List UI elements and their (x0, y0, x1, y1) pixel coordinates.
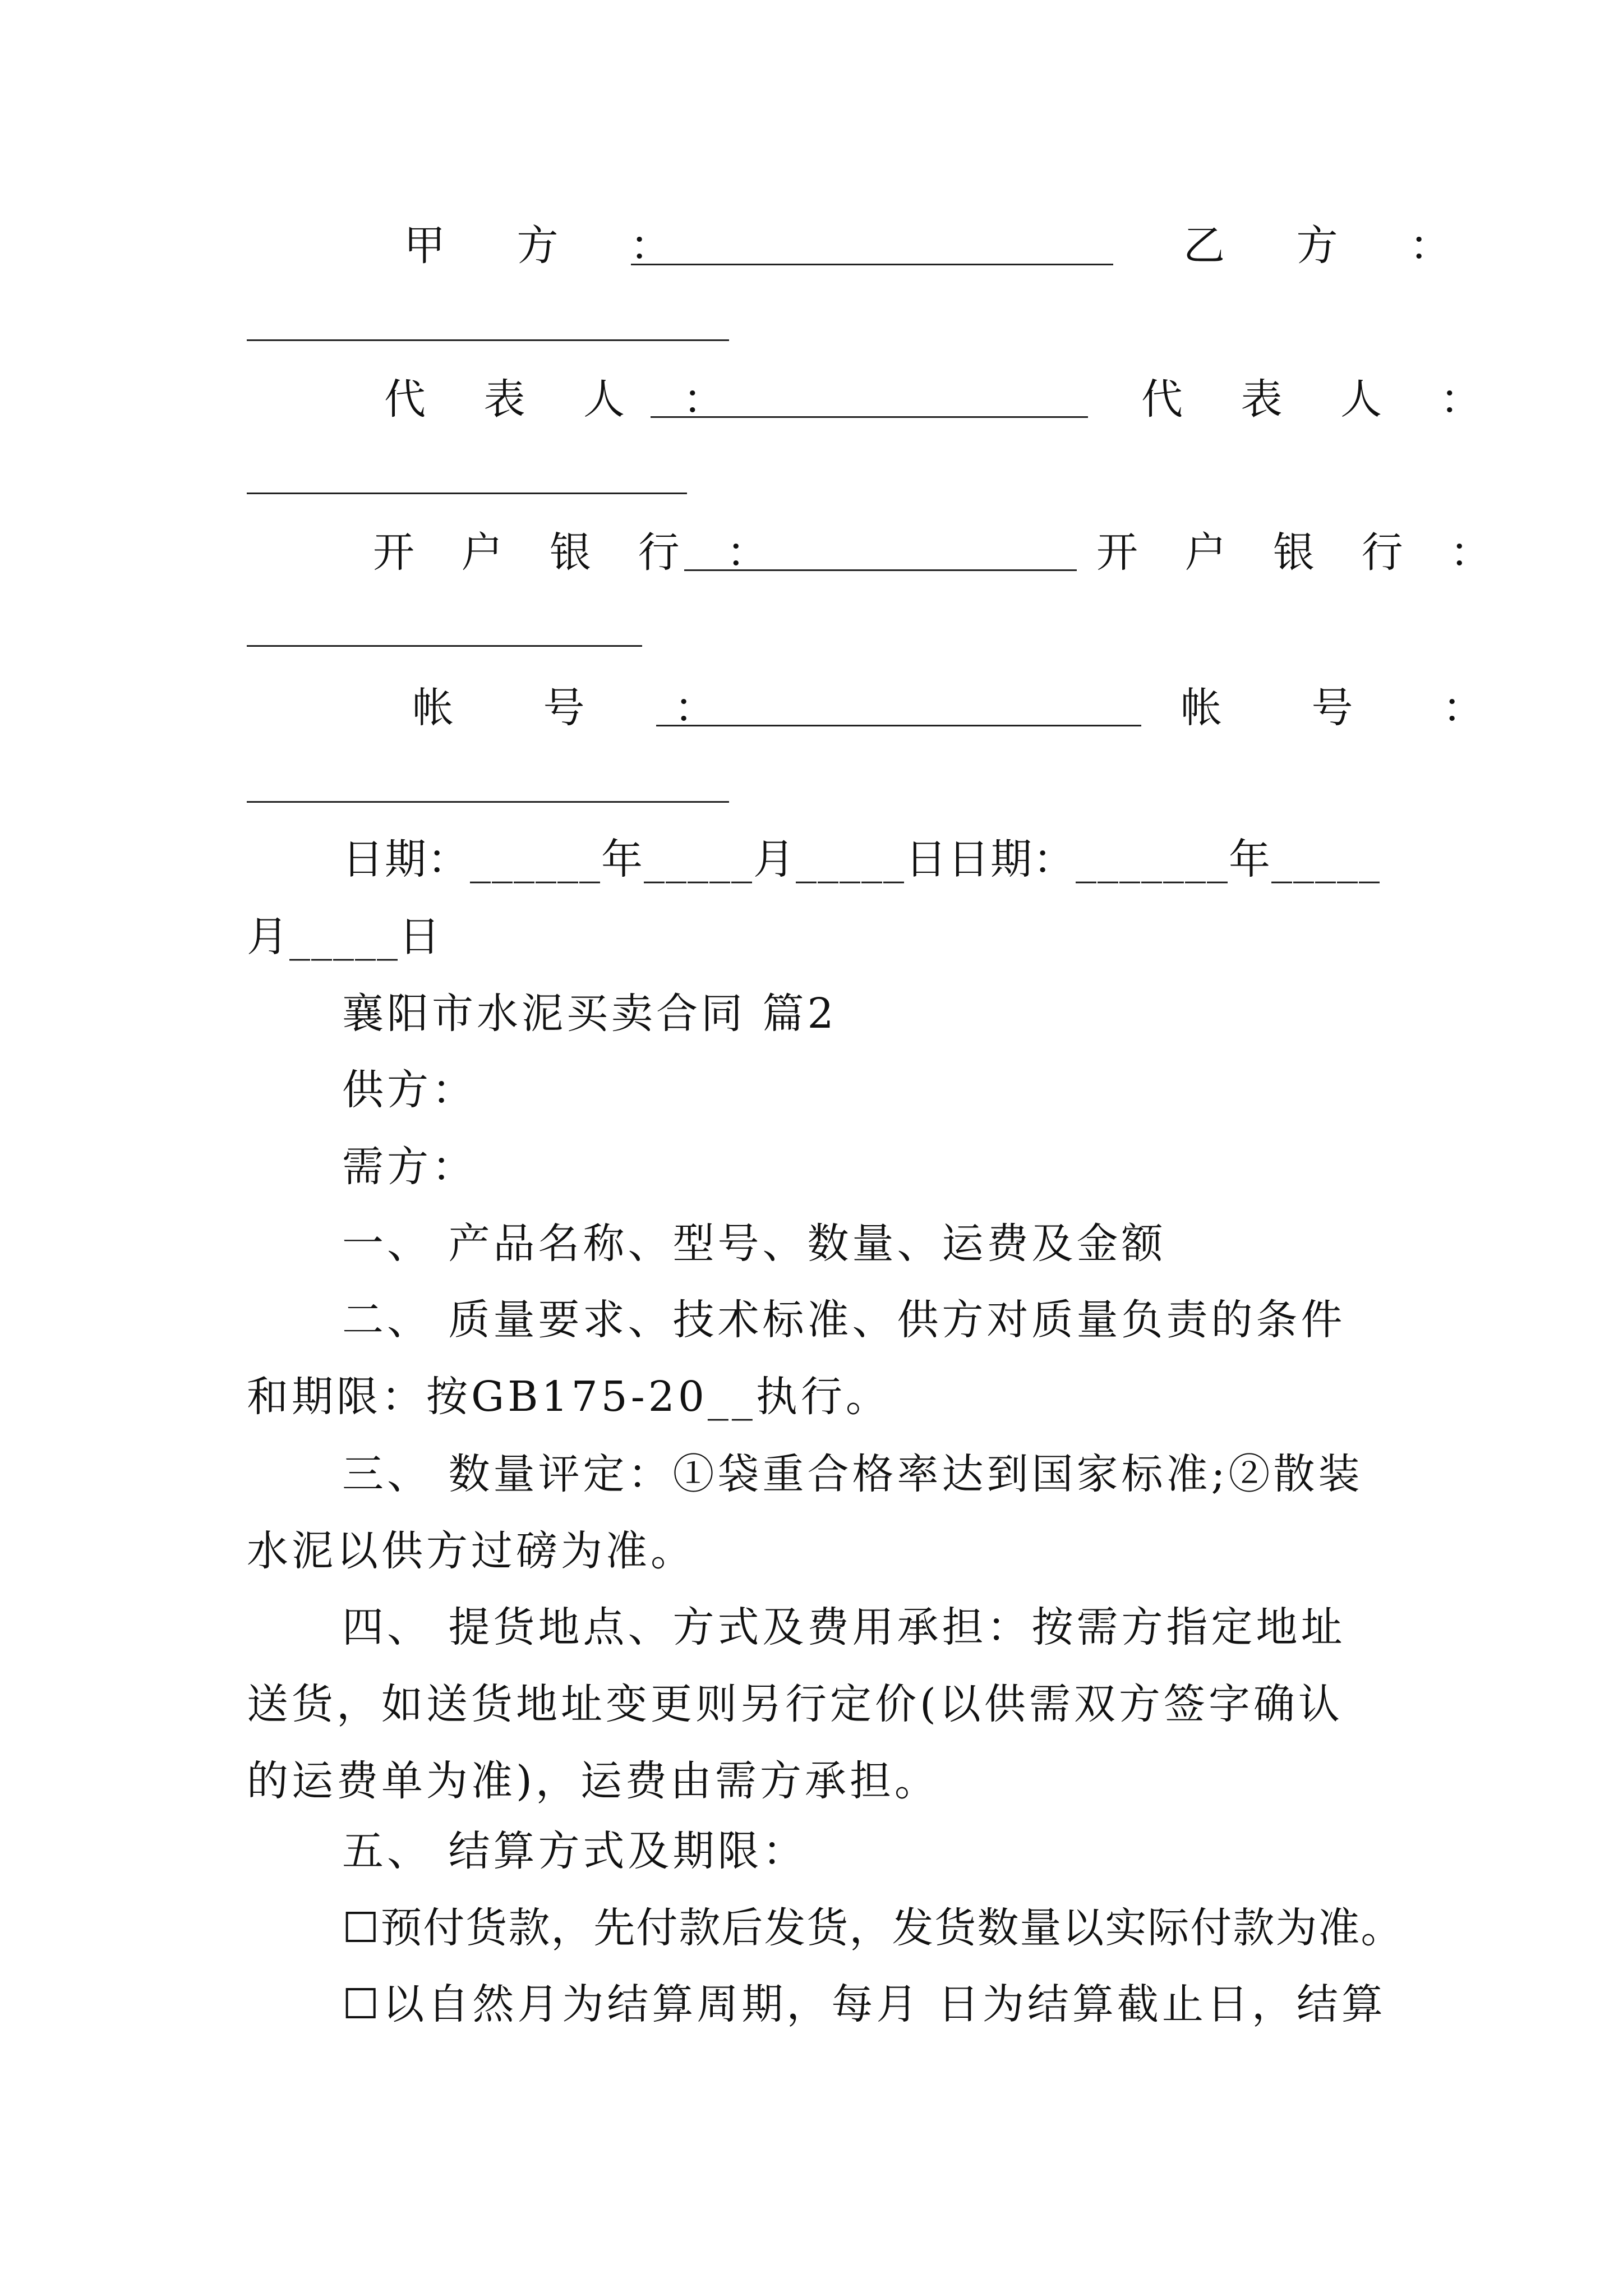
date-line-1: 日期：______年_____月_____日日期：_______年_____ (342, 835, 1381, 884)
date-line-2: 月_____日 (247, 913, 441, 961)
account-b-label: 帐 号 ： (1181, 684, 1523, 732)
payment-option-monthly: ☐以自然月为结算周期，每月 日为结算截止日，结算 (342, 1980, 1386, 2028)
party-b-label: 乙 方 ： (1183, 222, 1481, 270)
section-3: 三、 数量评定：①袋重合格率达到国家标准;②散装水泥以供方过磅为准。 (247, 1450, 1363, 1575)
buyer-label: 需方： (342, 1143, 477, 1191)
bank-b-label: 开 户 银 行 ： (1096, 528, 1509, 577)
rep-b-label: 代 表 人 ： (1141, 375, 1504, 424)
party-a-blank[interactable] (631, 264, 1113, 265)
rep-a-blank[interactable] (651, 416, 1088, 418)
party-b-blank[interactable] (247, 339, 729, 341)
rep-b-blank[interactable] (247, 493, 687, 494)
bank-b-blank[interactable] (247, 645, 642, 647)
section-1: 一、 产品名称、型号、数量、运费及金额 (342, 1220, 1166, 1268)
party-a-label: 甲 方 ： (404, 222, 701, 270)
rep-a-label: 代 表 人 ： (384, 375, 747, 424)
bank-a-label: 开 户 银 行 ： (373, 528, 785, 577)
section-2: 二、 质量要求、技术标准、供方对质量负责的条件和期限：按GB175-20__执行。 (247, 1296, 1346, 1421)
section-5: 五、 结算方式及期限： (342, 1827, 808, 1875)
account-b-blank[interactable] (247, 801, 729, 803)
payment-option-prepay: ☐预付货款，先付款后发货，发货数量以实际付款为准。 (342, 1904, 1404, 1952)
section-4: 四、 提货地点、方式及费用承担：按需方指定地址送货，如送货地址变更则另行定价(以供需双方签字确认的运费单为准)，运费由需方承担。 (247, 1603, 1346, 1805)
supplier-label: 供方： (342, 1066, 477, 1114)
account-a-label: 帐 号 ： (412, 684, 754, 732)
bank-a-blank[interactable] (684, 569, 1077, 571)
contract-title: 襄阳市水泥买卖合同 篇2 (342, 990, 837, 1038)
account-a-blank[interactable] (656, 725, 1141, 726)
